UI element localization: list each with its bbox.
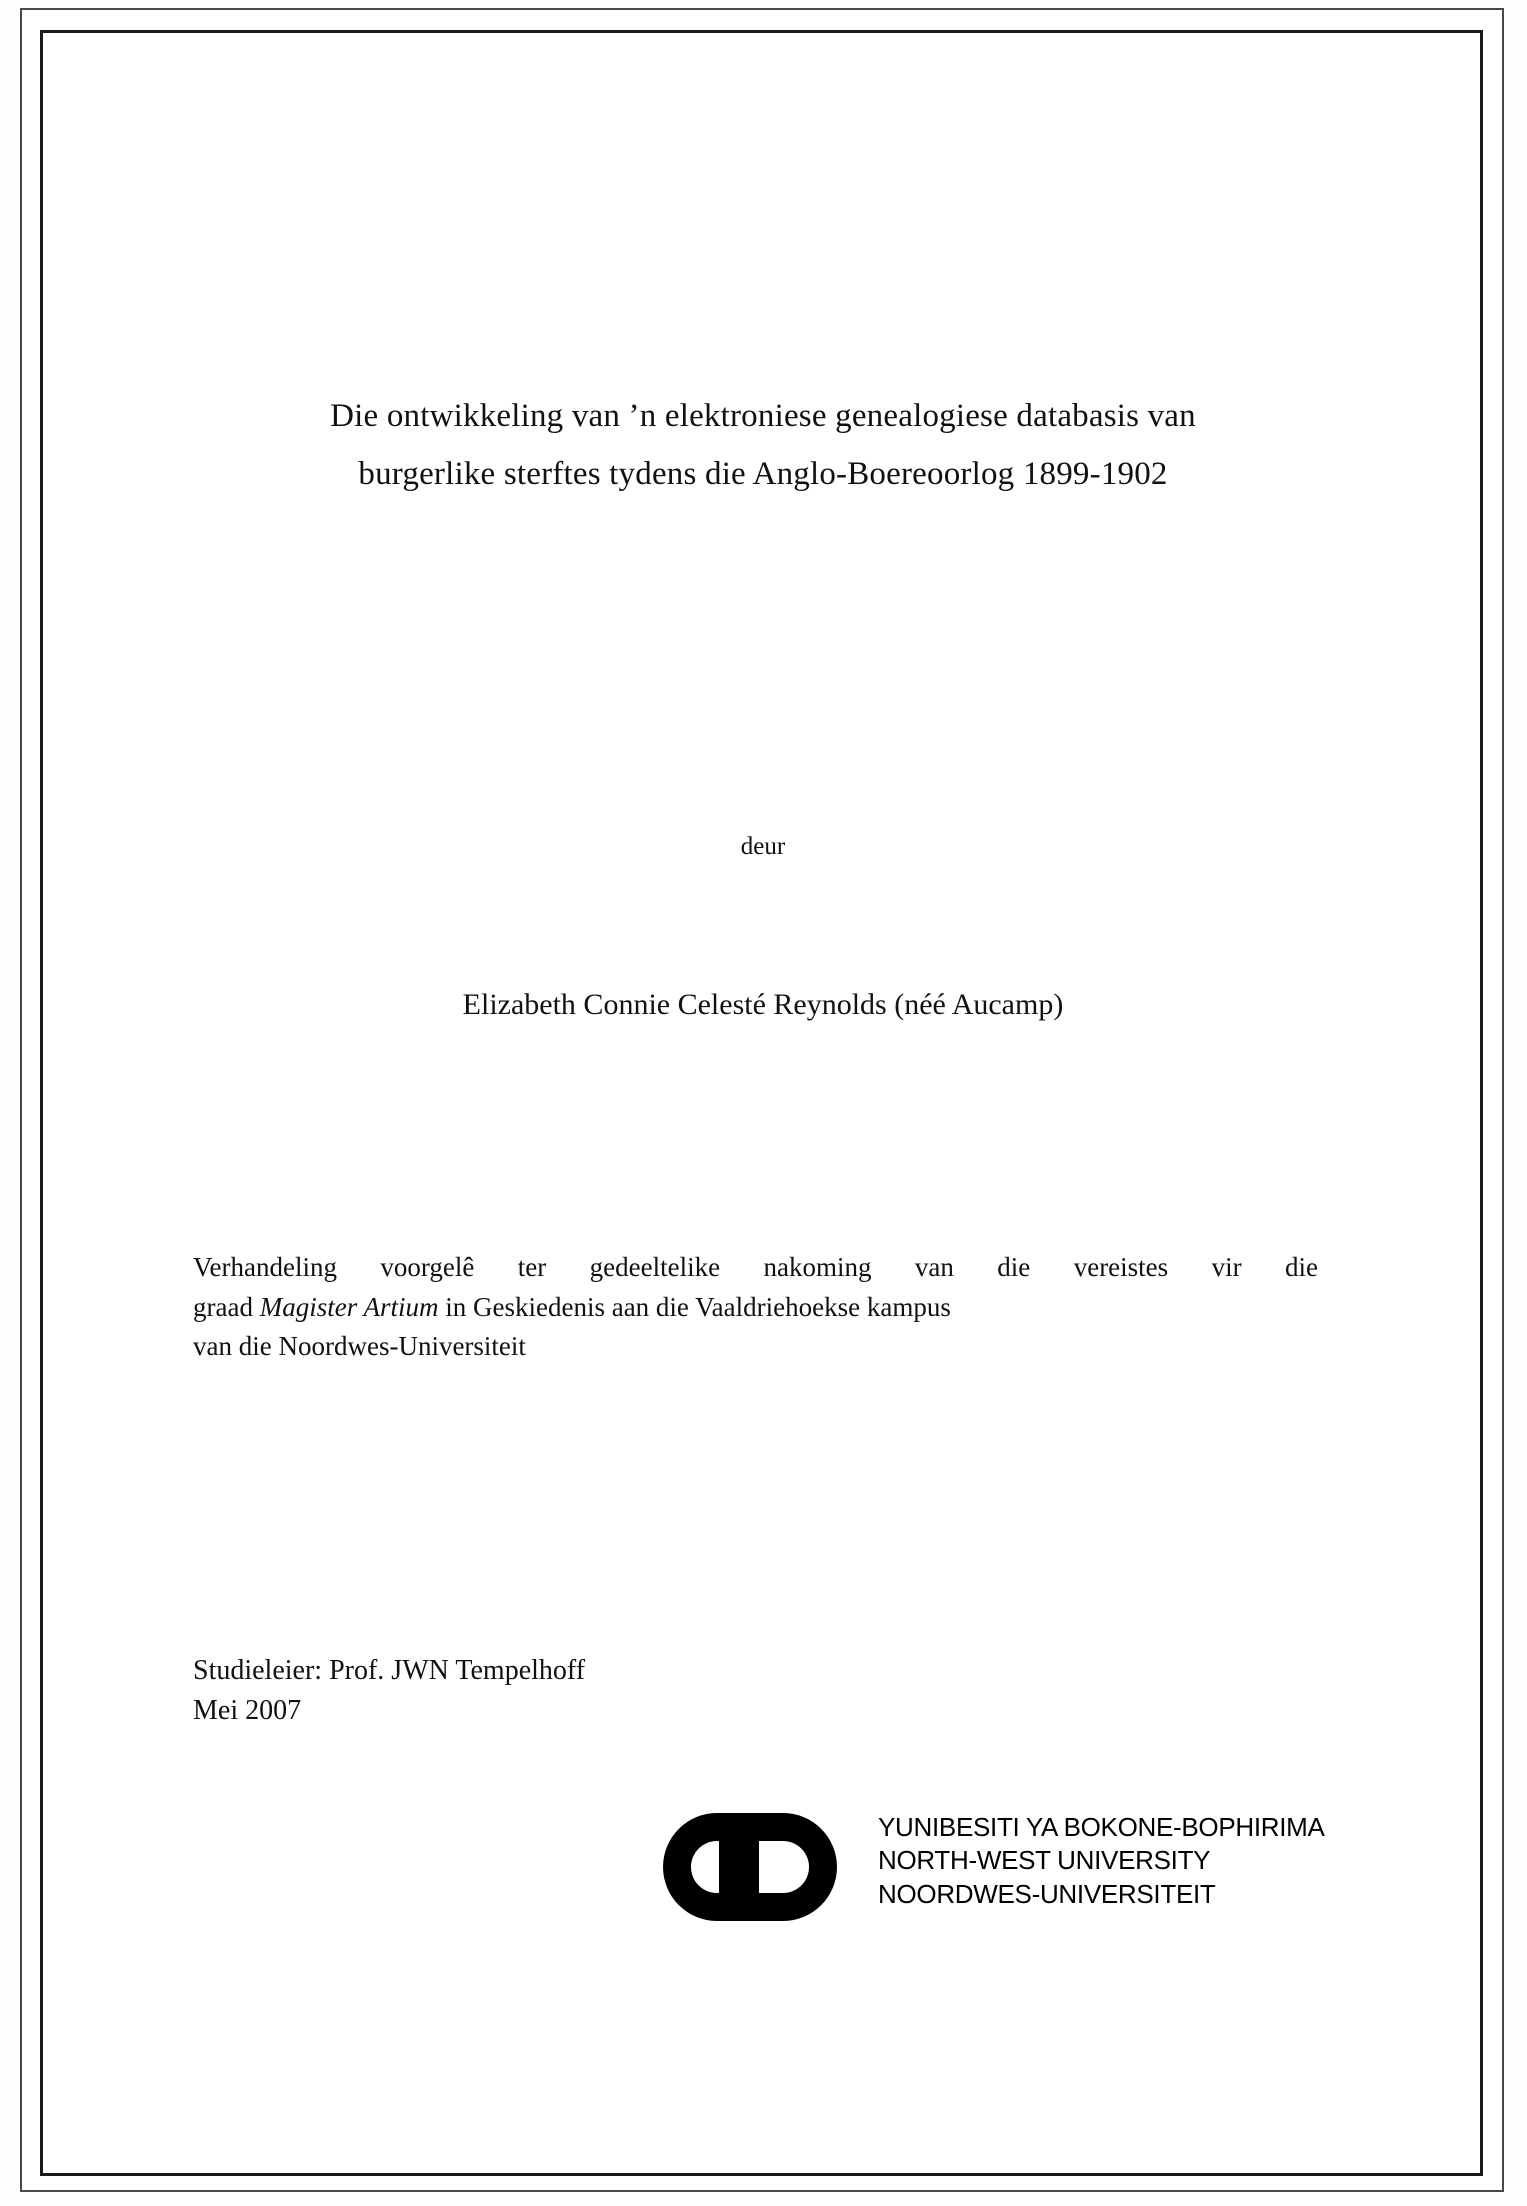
university-logo bbox=[493, 1805, 1333, 1925]
submission-date: Mei 2007 bbox=[193, 1694, 302, 1726]
degree-statement-line-2-suffix: in Geskiedenis aan die Vaaldriehoekse kampus bbox=[438, 1291, 951, 1322]
degree-statement bbox=[193, 1248, 1318, 1367]
university-name-setswana: YUNIBESITI YA BOKONE-BOPHIRIMA bbox=[878, 1812, 1325, 1842]
title-line-2: burgerlike sterftes tydens die Anglo-Boereoorlog 1899-1902 bbox=[358, 455, 1168, 492]
degree-statement-line-3: van die Noordwes-Universiteit bbox=[193, 1331, 526, 1362]
degree-statement-line-2 bbox=[193, 1288, 1318, 1328]
degree-name-italic: Magister Artium bbox=[259, 1291, 439, 1322]
degree-statement-line-2-prefix: graad bbox=[193, 1291, 260, 1322]
university-name-text bbox=[878, 1811, 1325, 1911]
logo-d-shape bbox=[719, 1813, 837, 1921]
page-border-frame bbox=[40, 30, 1483, 2176]
page-title bbox=[193, 388, 1333, 504]
degree-statement-line-1: Verhandeling voorgelê ter gedeeltelike nakoming van die vereistes vir die bbox=[193, 1252, 1318, 1282]
university-name-english: NORTH-WEST UNIVERSITY bbox=[878, 1845, 1211, 1876]
supervisor-block bbox=[193, 1651, 1333, 1731]
by-label: deur bbox=[740, 833, 786, 860]
title-page-content bbox=[193, 33, 1333, 2173]
university-name-afrikaans: NOORDWES-UNIVERSITEIT bbox=[878, 1878, 1216, 1909]
logo-d-bowl bbox=[739, 1813, 837, 1921]
nwu-logo-icon bbox=[663, 1813, 853, 1921]
supervisor-name: Studieleier: Prof. JWN Tempelhoff bbox=[193, 1655, 586, 1686]
author-name: Elizabeth Connie Celesté Reynolds (néé Aucamp) bbox=[462, 988, 1064, 1021]
title-line-1: Die ontwikkeling van ’n elektroniese genealogiese databasis van bbox=[330, 398, 1196, 434]
